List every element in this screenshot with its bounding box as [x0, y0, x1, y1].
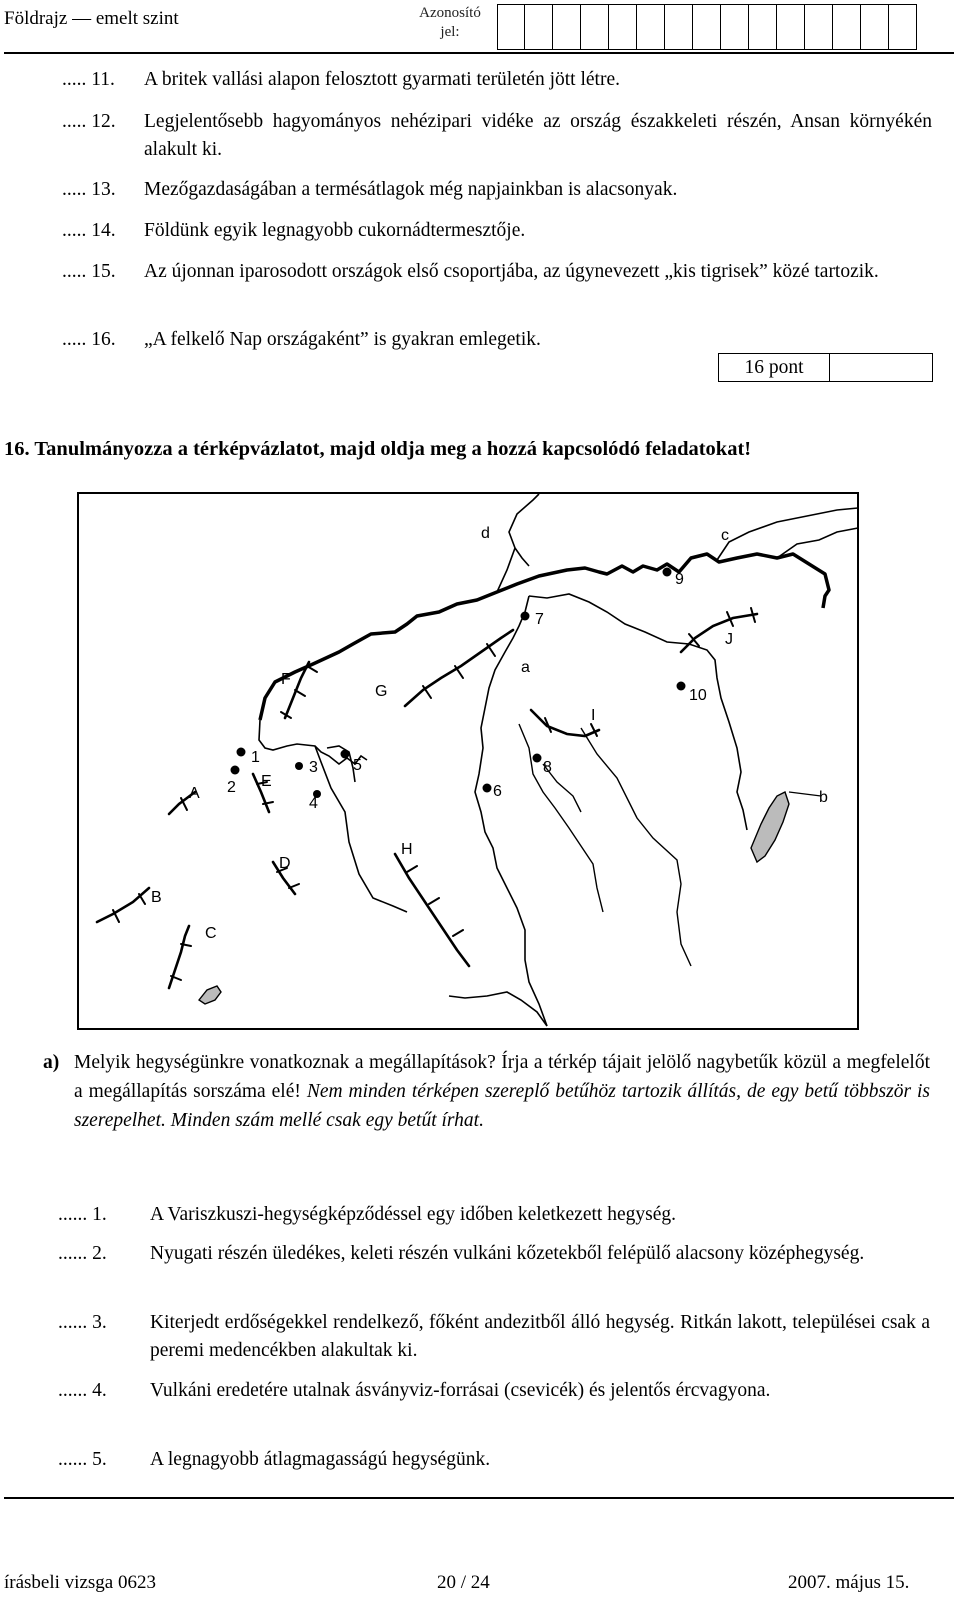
- instructions-italic: Nem minden térképen szereplő betűhöz tartozik állítás, de egy betű többször is szerepelhet. Minden szám mellé csak egy betűt írhat.: [74, 1081, 931, 1131]
- id-box[interactable]: [497, 4, 525, 50]
- point-5: [341, 750, 350, 759]
- point-10: [677, 682, 686, 691]
- label-point-3: 3: [309, 759, 318, 776]
- point-6: [483, 784, 492, 793]
- id-box[interactable]: [637, 4, 665, 50]
- label-point-5: 5: [353, 757, 362, 774]
- point-9: [663, 568, 672, 577]
- id-box[interactable]: [777, 4, 805, 50]
- id-box[interactable]: [889, 4, 917, 50]
- label-range-B: B: [151, 889, 162, 906]
- label-point-8: 8: [543, 759, 552, 776]
- label-point-1: 1: [251, 749, 260, 766]
- footer-date: 2007. május 15.: [788, 1572, 910, 1593]
- label-range-J: J: [725, 631, 733, 648]
- label-range-I: I: [591, 707, 596, 724]
- id-box[interactable]: [721, 4, 749, 50]
- point-7: [521, 612, 530, 621]
- footer-left: írásbeli vizsga 0623: [4, 1572, 156, 1593]
- id-box[interactable]: [525, 4, 553, 50]
- label-range-A: A: [189, 785, 200, 802]
- instructions-text: Melyik hegységünkre vonatkoznak a megállapítások? Írja a térkép tájait jelölő nagybetűk közül a megfelelőt a megállapítás sorszáma elé!: [74, 1052, 930, 1102]
- id-box[interactable]: [581, 4, 609, 50]
- label-range-D: D: [279, 855, 291, 872]
- id-boxes[interactable]: [497, 4, 917, 50]
- point-3: [295, 762, 303, 770]
- id-box[interactable]: [805, 4, 833, 50]
- label-point-6: 6: [493, 783, 502, 800]
- label-point-4: 4: [309, 795, 318, 812]
- label-range-F: F: [281, 671, 291, 688]
- label-river-b: b: [819, 789, 828, 806]
- label-range-H: H: [401, 841, 413, 858]
- id-box[interactable]: [609, 4, 637, 50]
- task-title: 16. Tanulmányozza a térképvázlatot, majd oldja meg a hozzá kapcsolódó feladatokat!: [4, 438, 752, 460]
- point-8: [533, 754, 542, 763]
- point-2: [231, 766, 240, 775]
- points-label: 16 pont: [718, 353, 830, 382]
- label-range-C: C: [205, 925, 217, 942]
- label-point-7: 7: [535, 611, 544, 628]
- label-point-10: 10: [689, 687, 707, 704]
- header-subject: Földrajz — emelt szint: [4, 8, 179, 29]
- instructions-label: a): [43, 1052, 60, 1073]
- id-box[interactable]: [861, 4, 889, 50]
- points-score-box[interactable]: [830, 353, 933, 382]
- map-frame: [78, 493, 858, 1029]
- id-label: Azonosító jel:: [419, 5, 481, 40]
- id-box[interactable]: [833, 4, 861, 50]
- id-box[interactable]: [749, 4, 777, 50]
- hungary-sketch-map: [77, 492, 859, 1030]
- footer-rule: [4, 1497, 954, 1499]
- points-box: [718, 353, 933, 382]
- label-point-2: 2: [227, 779, 236, 796]
- footer-page: 20 / 24: [437, 1572, 490, 1593]
- instructions: [43, 1048, 931, 1135]
- label-river-c: c: [721, 527, 729, 544]
- header-rule: [4, 52, 954, 54]
- id-box[interactable]: [665, 4, 693, 50]
- label-river-d: d: [481, 525, 490, 542]
- label-range-E: E: [261, 773, 272, 790]
- label-river-a: a: [521, 659, 530, 676]
- label-point-9: 9: [675, 571, 684, 588]
- id-box[interactable]: [693, 4, 721, 50]
- id-box[interactable]: [553, 4, 581, 50]
- point-1: [237, 748, 246, 757]
- label-range-G: G: [375, 683, 388, 700]
